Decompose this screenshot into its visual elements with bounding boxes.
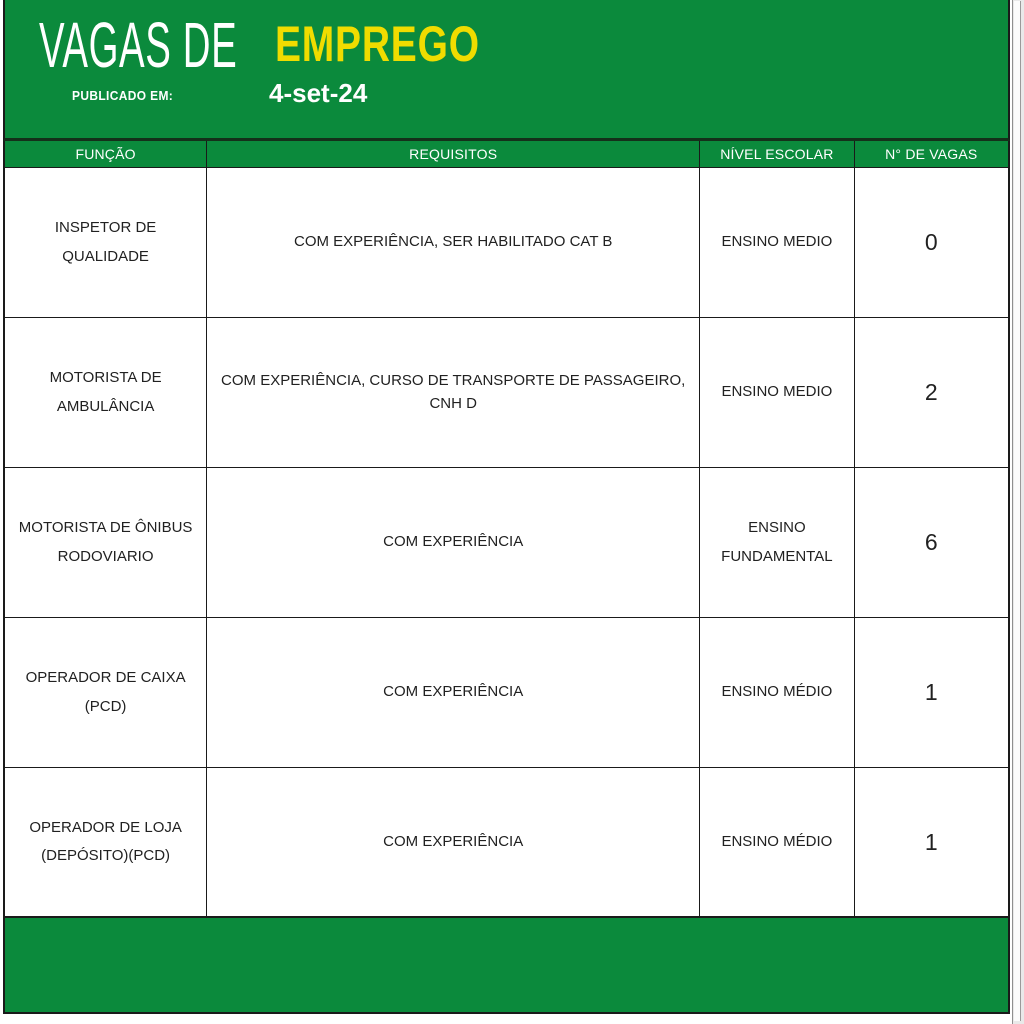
cell-requisitos: COM EXPERIÊNCIA [206, 618, 699, 767]
cell-requisitos: COM EXPERIÊNCIA, SER HABILITADO CAT B [206, 168, 699, 317]
cell-funcao: INSPETOR DE QUALIDADE [54, 219, 157, 265]
cell-nivel-escolar: ENSINO MÉDIO [699, 768, 853, 916]
table-header-row [3, 141, 1010, 168]
table-row [3, 168, 1010, 318]
cell-nivel-escolar: ENSINO MÉDIO [699, 618, 853, 767]
cell-requisitos: COM EXPERIÊNCIA [206, 468, 699, 617]
scrollbar-thumb[interactable] [1014, 1, 1021, 1021]
cell-funcao: OPERADOR DE LOJA (DEPÓSITO)(PCD) [29, 818, 182, 864]
vertical-scrollbar[interactable] [1012, 0, 1024, 1024]
cell-n-de-vagas: 2 [854, 318, 1008, 467]
cell-requisitos: COM EXPERIÊNCIA [206, 768, 699, 916]
column-header-nivel-escolar: NÍVEL ESCOLAR [699, 141, 853, 167]
table-row [3, 618, 1010, 768]
table-row [3, 318, 1010, 468]
page-title-highlight: EMPREGO [275, 16, 480, 72]
cell-n-de-vagas: 0 [854, 168, 1008, 317]
cell-funcao: MOTORISTA DE ÔNIBUS RODOVIARIO [18, 519, 193, 565]
table-row [3, 468, 1010, 618]
column-header-n-de-vagas: N° DE VAGAS [854, 141, 1008, 167]
header-banner [3, 0, 1010, 141]
flyer-content [3, 0, 1010, 1014]
table-body [3, 168, 1010, 918]
published-label: PUBLICADO EM: [72, 88, 174, 103]
cell-nivel-escolar: ENSINO MEDIO [699, 318, 853, 467]
cell-funcao: OPERADOR DE CAIXA (PCD) [25, 669, 186, 715]
column-header-requisitos: REQUISITOS [206, 141, 699, 167]
cell-n-de-vagas: 1 [854, 768, 1008, 916]
cell-n-de-vagas: 6 [854, 468, 1008, 617]
cell-nivel-escolar: ENSINO FUNDAMENTAL [699, 468, 853, 617]
cell-requisitos: COM EXPERIÊNCIA, CURSO DE TRANSPORTE DE PASSAGEIRO, CNH D [206, 318, 699, 467]
footer-banner [3, 918, 1010, 1014]
table-row [3, 768, 1010, 918]
cell-n-de-vagas: 1 [854, 618, 1008, 767]
page-title: VAGAS DE [39, 9, 238, 81]
cell-nivel-escolar: ENSINO MEDIO [699, 168, 853, 317]
column-header-funcao: FUNÇÃO [75, 146, 136, 162]
published-date: 4-set-24 [269, 78, 368, 108]
cell-funcao: MOTORISTA DE AMBULÂNCIA [49, 369, 162, 415]
